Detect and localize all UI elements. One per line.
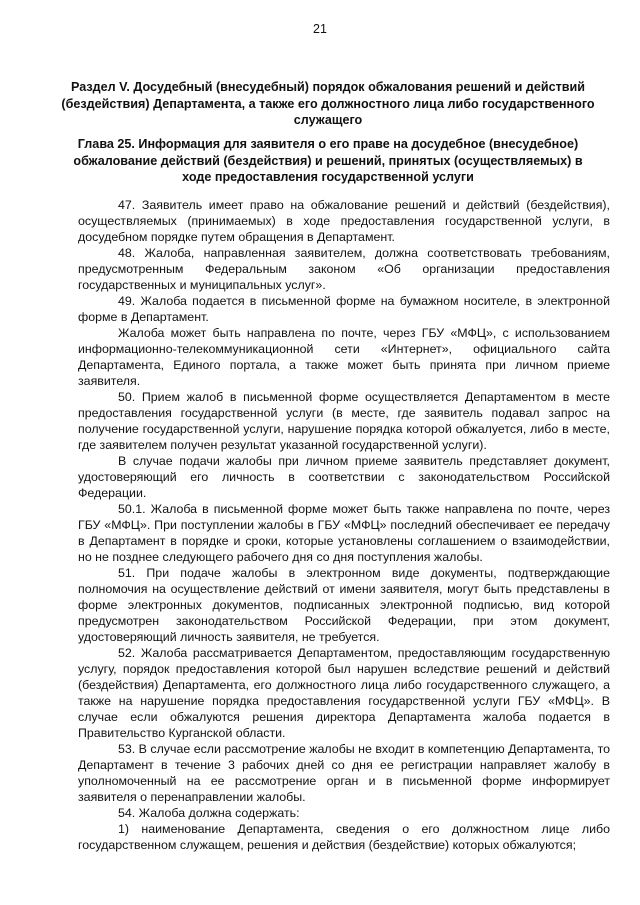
paragraph-49-continued: Жалоба может быть направлена по почте, через ГБУ «МФЦ», с использованием информационно-телекоммуникационной сети «Интернет», официального сайта Департамента, Единого портала, а также может быть принята при личном приеме заявителя. [78,326,610,388]
paragraph-50-1: 50.1. Жалоба в письменной форме может быть также направлена по почте, через ГБУ «МФЦ». При поступлении жалобы в ГБУ «МФЦ» последний обеспечивает ее передачу в Департамент в порядке и сроки, которые установлены соглашением о взаимодействии, но не позднее следующего рабочего дня со дня поступления жалобы. [78,502,610,564]
section-heading: Раздел V. Досудебный (внесудебный) порядок обжалования решений и действий (бездействия) Департамента, а также его должностного лица либо государственного служащего [61,80,595,127]
paragraph-50-continued: В случае подачи жалобы при личном приеме заявитель представляет документ, удостоверяющий его личность в соответствии с законодательством Российской Федерации. [78,454,610,500]
paragraph-48: 48. Жалоба, направленная заявителем, должна соответствовать требованиям, предусмотренным Федеральным законом «Об организации предоставления государственных и муниципальных услуг». [78,246,610,292]
page-number: 21 [313,22,327,36]
paragraph-50: 50. Прием жалоб в письменной форме осуществляется Департаментом в месте предоставления государственной услуги (в месте, где заявитель подавал запрос на получение государственной услуги, нарушение порядка которой обжалуется, либо в месте, где заявителем получен результат указанной государственной услуги). [78,390,610,452]
paragraph-47: 47. Заявитель имеет право на обжалование решений и действий (бездействия), осуществляемых (принимаемых) в ходе предоставления государственной услуги, в досудебном порядке путем обращения в Департамент. [78,198,610,244]
paragraph-53: 53. В случае если рассмотрение жалобы не входит в компетенцию Департамента, то Департамент в течение 3 рабочих дней со дня ее регистрации направляет жалобу в уполномоченный на ее рассмотрение орган и в письменной форме информирует заявителя о перенаправлении жалобы. [78,742,610,804]
paragraph-54-item-1: 1) наименование Департамента, сведения о его должностном лице либо государственном служащем, решения и действия (бездействие) которых обжалуются; [78,822,610,852]
document-body [78,197,610,853]
paragraph-51: 51. При подаче жалобы в электронном виде документы, подтверждающие полномочия на осуществление действий от имени заявителя, могут быть представлены в форме электронных документов, подписанных электронной подписью, вид которой предусмотрен законодательством Российской Федерации, при этом документ, удостоверяющий личность заявителя, не требуется. [78,566,610,644]
chapter-heading: Глава 25. Информация для заявителя о его праве на досудебное (внесудебное) обжалование действий (бездействия) и решений, принятых (осуществляемых) в ходе предоставления государственной услуги [73,137,583,184]
paragraph-52: 52. Жалоба рассматривается Департаментом, предоставляющим государственную услугу, порядок предоставления которой был нарушен вследствие решений и действий (бездействия) Департамента, его должностного лица либо государственного служащего, а также на нарушение порядка предоставления государственной услуги ГБУ «МФЦ». В случае если обжалуются решения директора Департамента жалоба подается в Правительство Курганской области. [78,646,610,740]
paragraph-54: 54. Жалоба должна содержать: [118,806,300,820]
paragraph-49: 49. Жалоба подается в письменной форме на бумажном носителе, в электронной форме в Департамент. [78,294,610,324]
